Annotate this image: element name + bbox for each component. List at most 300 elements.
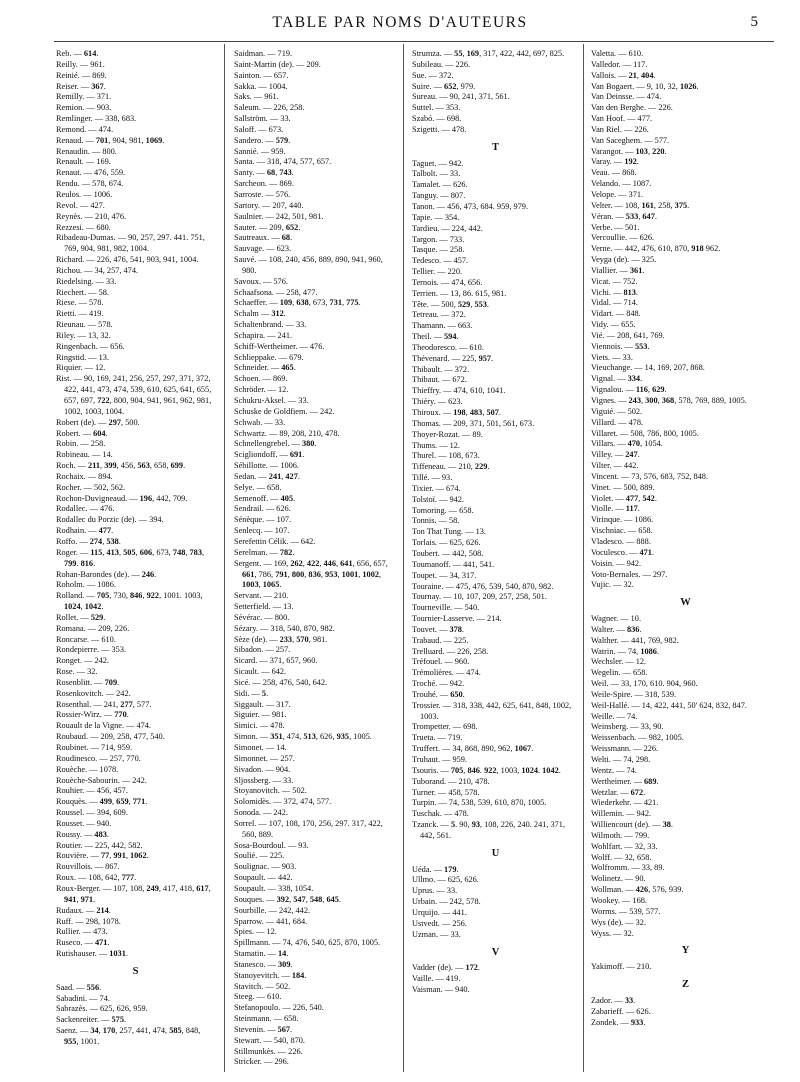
index-entry: Rosenkovitch. — 242. (56, 688, 131, 698)
index-entry: Saad. — 556. (56, 982, 102, 992)
index-entry: Wyss. — 32. (591, 928, 634, 938)
index-entry: Sézary. — 318, 540, 870, 982. (234, 623, 335, 633)
index-entry: Stanoyevitch. — 184. (234, 970, 307, 980)
index-entry: Roubinet. — 714, 959. (56, 743, 133, 752)
index-entry: Servant. — 210. (234, 591, 289, 601)
index-entry: Schröder. — 12. (234, 385, 289, 395)
index-entry: Savoux. — 576. (234, 276, 288, 286)
index-entry: Sedan. — 241, 427. (234, 471, 300, 481)
index-entry: Schwab. — 33. (234, 417, 286, 427)
page-title: TABLE PAR NOMS D'AUTEURS (272, 14, 528, 31)
index-entry: Szabó. — 698. (412, 114, 462, 124)
index-entry: Richard. — 226, 476, 541, 903, 941, 1004. (56, 255, 199, 265)
index-entry: Schalm — 312. (234, 309, 286, 319)
index-entry: Sabadini. — 74. (56, 993, 110, 1003)
index-entry: Suttel. — 353. (412, 103, 461, 113)
index-entry: Saks. — 961. (234, 92, 279, 102)
section-letter: Y (681, 945, 691, 957)
index-entry: Van Bogaert. — 9, 10, 32, 1026. (591, 81, 699, 91)
index-entry: Schaeffer. — 109, 638, 673, 731, 775. (234, 298, 361, 308)
index-entry: Soulié. — 225. (234, 851, 285, 861)
index-entry: Trémolières. — 474. (412, 668, 481, 678)
index-entry: Simonnet. — 257. (234, 753, 295, 763)
index-entry: Uprus. — 33. (412, 886, 458, 896)
index-entry: Robin. — 258. (56, 439, 106, 449)
index-entry: Tolstoï. — 942. (412, 494, 464, 504)
index-entry: Virinque. — 1086. (591, 515, 654, 525)
index-entry: Roudinesco. — 257, 770. (56, 753, 141, 763)
index-entry: Vichi. — 813. (591, 287, 638, 297)
index-entry: Ringstid. — 13. (56, 352, 110, 362)
index-entry: Velope. — 371. (591, 189, 644, 199)
index-entry: Thévenard. — 225, 957. (412, 353, 494, 363)
index-entry: Revol. — 427. (56, 200, 105, 210)
column-divider (403, 44, 404, 1072)
index-entry: Ronget. — 242. (56, 656, 110, 666)
index-entry: Tetreau. — 372. (412, 310, 466, 320)
index-entry: Toumanoff. — 441, 541. (412, 559, 495, 569)
index-entry: Vignalou. — 116, 629. (591, 385, 667, 395)
index-entry: Veau. — 868. (591, 168, 637, 178)
header-rule (54, 41, 774, 42)
index-entry: Vischniac. — 658. (591, 526, 653, 536)
index-entry: Tillé. — 93. (412, 473, 453, 483)
index-entry: Rutishauser. — 1031. (56, 949, 128, 959)
index-entry: Tiffeneau. — 210, 229. (412, 462, 490, 472)
index-entry: Stillmunkès. — 226. (234, 1046, 303, 1056)
index-entry: Tuborand. — 210, 478. (412, 776, 490, 786)
index-entry: Wiederkehr. — 421. (591, 798, 659, 808)
index-entry: Tamalet. — 626. (412, 180, 468, 190)
index-entry: Roussy. — 483. (56, 829, 109, 839)
index-entry: Rousset. — 940. (56, 818, 112, 828)
index-entry: Remilly. — 371. (56, 92, 112, 102)
index-entry: Roussel. — 394, 609. (56, 808, 128, 818)
index-entry: Rochaix. — 894. (56, 471, 113, 481)
index-entry: Wertheimer. — 689. (591, 776, 659, 786)
section-letter: V (491, 946, 501, 958)
index-entry: Varay. — 192. (591, 157, 639, 167)
index-entry: Sicard. — 371, 657, 960. (234, 656, 318, 666)
index-entry: Sorrel. — 107, 108, 170, 256, 297. 317, 422, 560, 889. (234, 818, 383, 839)
index-entry: Remlinger. — 338, 683. (56, 114, 137, 124)
index-entry: Touraine. — 475, 476, 539, 540, 870, 982. (412, 581, 554, 591)
index-entry: Turpin. — 74, 538, 539, 610, 870, 1005. (412, 798, 547, 808)
index-entry: Theodoresco. — 610. (412, 342, 484, 352)
index-entry: Schapira. — 241. (234, 330, 293, 340)
index-entry: Rouhier. — 456, 457. (56, 786, 128, 796)
index-entry: Soupault. — 338, 1054. (234, 883, 314, 893)
index-entry: Renaudin. — 800. (56, 146, 117, 156)
index-entry: Vercoullie. — 626. (591, 233, 655, 243)
index-entry: Thieffry. — 474, 610, 1041. (412, 386, 506, 396)
index-entry: Thoyer-Rozat. — 89. (412, 429, 483, 439)
index-entry: Tomoring. — 658. (412, 505, 474, 515)
index-entry: Thamann. — 663. (412, 321, 473, 331)
index-entry: Vié. — 208, 641, 769. (591, 330, 665, 340)
index-entry: Targon. — 733. (412, 234, 465, 244)
index-entry: Tanguy. — 807. (412, 191, 466, 201)
index-entry: Wagner. — 10. (591, 614, 642, 624)
index-entry: Walter. — 836. (591, 624, 642, 634)
index-entry: Santa. — 318, 474, 577, 657. (234, 157, 332, 167)
index-entry: Theil. — 594. (412, 332, 459, 342)
index-entry: Sannié. — 959. (234, 146, 286, 156)
index-entry: Truhaut. — 959. (412, 755, 468, 764)
index-entry: Rolland. — 705, 730, 846, 922, 1001. 1003, 1024, 1042. (56, 591, 203, 612)
index-entry: Sourbille. — 242, 442. (234, 905, 311, 915)
index-entry: Reilly. — 961. (56, 59, 105, 69)
index-column-4 (591, 49, 781, 1028)
index-entry: Roncarse. — 610. (56, 634, 116, 644)
index-entry: Rieunau. — 578. (56, 320, 113, 330)
index-entry: Vallois. — 21, 404. (591, 70, 656, 80)
index-entry: Reb. — 614. (56, 49, 99, 58)
index-entry: Senlecq. — 107. (234, 526, 290, 536)
index-entry: Rose. — 32. (56, 667, 98, 677)
index-entry: Reynès. — 210, 476. (56, 211, 127, 221)
index-entry: Sallström. — 33. (234, 114, 291, 124)
index-entry: Toubert. — 442, 508. (412, 548, 484, 558)
index-entry: Van Deinsse. — 474. (591, 92, 662, 102)
index-entry: Williencourt (de). — 38. (591, 820, 673, 830)
index-entry: Welti. — 74, 298. (591, 755, 651, 764)
index-entry: Schoen. — 869. (234, 374, 288, 384)
index-entry: Trueta. — 719. (412, 733, 463, 743)
index-entry: Sljossberg. — 33. (234, 775, 294, 785)
index-entry: Vaisman. — 940. (412, 985, 470, 995)
index-entry: Schaltenbrand. — 33. (234, 320, 307, 330)
index-entry: Walther. — 441, 769, 982. (591, 635, 679, 645)
index-entry: Szigetti. — 478. (412, 124, 467, 134)
index-entry: Tasque. — 258. (412, 245, 465, 255)
index-entry: Weissenbach. — 982, 1005. (591, 733, 684, 743)
index-entry: Schuske de Goldfiem. — 242. (234, 406, 335, 416)
index-entry: Rudaux. — 214. (56, 905, 111, 915)
index-entry: Spies. — 12. (234, 927, 277, 937)
index-entry: Subileau. — 226. (412, 59, 471, 69)
index-entry: Zador. — 33. (591, 995, 636, 1005)
section-letter: U (491, 847, 501, 859)
index-entry: Renaud. — 701, 904, 981, 1069. (56, 135, 165, 145)
index-entry: Rohan-Barondes (de). — 246. (56, 569, 157, 579)
index-entry: Steeg. — 610. (234, 992, 282, 1002)
index-entry: Vinet. — 500, 889. (591, 482, 655, 492)
index-entry: Reiser. — 367. (56, 81, 106, 91)
index-entry: Uéda. — 179. (412, 864, 459, 874)
index-entry: Stanesco. — 309. (234, 959, 293, 969)
index-entry: Taguet. — 942. (412, 158, 464, 168)
index-entry: Schaafsona. — 258, 477. (234, 287, 318, 297)
section-letter: Z (681, 979, 690, 991)
index-entry: Van Riel. — 226. (591, 124, 649, 134)
index-entry: Wechsler. — 12. (591, 657, 647, 667)
index-entry: Terrien. — 13, 86. 615, 981. (412, 288, 507, 298)
index-entry: Ustvedt. — 256. (412, 918, 467, 928)
index-entry: Verbe. — 501. (591, 222, 640, 232)
index-entry: Sarroste. — 576. (234, 189, 291, 199)
index-entry: Sainton. — 657. (234, 70, 289, 80)
index-entry: Wilmoth. — 799. (591, 830, 650, 840)
index-entry: Tournay. — 10, 107, 209, 257, 258, 501. (412, 592, 547, 602)
index-entry: Sautreaux. — 68. (234, 233, 293, 243)
index-entry: Touvet. — 378. (412, 624, 464, 634)
index-entry: Schnellengrebel. — 380. (234, 439, 317, 449)
index-entry: Tourneville. — 540. (412, 603, 480, 613)
index-entry: Saloff. — 673. (234, 124, 284, 134)
index-entry: Robineau. — 14. (56, 450, 113, 460)
index-entry: Scigliondoff. — 691. (234, 450, 305, 460)
index-entry: Truffert. — 34, 868, 890, 962, 1067. (412, 744, 534, 754)
index-entry: Villaret. — 508, 786, 800, 1005. (591, 428, 699, 438)
index-entry: Roch. — 211, 399, 456, 563, 658, 699. (56, 461, 186, 471)
index-entry: Ringenbach. — 656. (56, 341, 125, 351)
index-entry: Ullmo. — 625, 626. (412, 875, 479, 885)
index-entry: Sivadon. — 904. (234, 764, 291, 774)
index-entry: Wolinetz. — 90. (591, 874, 646, 884)
index-entry: Sureau. — 90, 241, 371, 561. (412, 92, 510, 102)
index-entry: Vadder (de). — 172. (412, 963, 480, 973)
index-entry: Simonet. — 14. (234, 743, 287, 752)
index-entry: Sartory. — 207, 440. (234, 200, 304, 210)
index-entry: Tonnis. — 58. (412, 516, 460, 526)
index-entry: Ton That Tung. — 13. (412, 527, 486, 537)
index-entry: Roux-Berger. — 107, 108, 249, 417, 418, 617, 941, 971. (56, 883, 211, 904)
index-entry: Sonoda. — 242. (234, 808, 288, 818)
index-entry: Sabrazès. — 625, 626, 959. (56, 1004, 148, 1014)
index-entry: Vujic. — 32. (591, 580, 634, 590)
index-entry: Valledor. — 117. (591, 59, 648, 69)
index-entry: Voculesco. — 471. (591, 547, 654, 557)
index-entry: Steinmann. — 658. (234, 1014, 299, 1024)
index-entry: Thibaut. — 672. (412, 375, 467, 385)
index-column-1 (56, 49, 216, 1048)
index-entry: Velter. — 108, 161, 258, 375. (591, 200, 690, 210)
index-entry: Sébillotte. — 1006. (234, 461, 299, 471)
index-entry: Tardieu. — 224, 442. (412, 223, 483, 233)
index-entry: Saint-Martin (de). — 209. (234, 59, 321, 69)
index-entry: Siguier. — 981. (234, 710, 287, 720)
index-entry: Stewart. — 540, 870. (234, 1035, 305, 1045)
index-entry: Robert (de). — 297, 500. (56, 417, 140, 427)
index-entry: Sicault. — 642. (234, 667, 287, 677)
index-entry: Setterfield. — 13. (234, 602, 294, 612)
index-entry: Villard. — 478. (591, 417, 644, 427)
index-entry: Saleum. — 226, 258. (234, 103, 305, 113)
index-entry: Tête. — 500, 529, 553. (412, 299, 489, 309)
section-letter: S (132, 965, 140, 977)
index-entry: Rochon-Duvigneaud. — 196, 442, 709. (56, 493, 188, 503)
index-entry: Stamatin. — 14. (234, 949, 289, 959)
index-entry: Riley. — 13, 32. (56, 330, 111, 340)
index-entry: Saidman. — 719. (234, 49, 293, 58)
index-entry: Urbain. — 242, 578. (412, 897, 481, 907)
index-entry: Schneider. — 465. (234, 363, 296, 373)
index-entry: Tzanck. — 5. 90, 93, 108, 226, 240. 241, 371, 442, 561. (412, 820, 566, 840)
index-entry: Saulnier. — 242, 501, 981. (234, 211, 324, 221)
index-entry: Vieuchange. — 14, 169, 207, 868. (591, 363, 705, 373)
index-entry: Simici. — 478. (234, 721, 285, 731)
index-entry: Rendu. — 578, 674. (56, 179, 124, 189)
index-entry: Voisin. — 942. (591, 558, 642, 568)
index-entry: Rezzesi. — 680. (56, 222, 111, 232)
index-entry: Sauter. — 209, 652. (234, 222, 301, 232)
index-entry: Vicat. — 752. (591, 276, 638, 286)
index-entry: Riedelsing. — 33. (56, 276, 117, 286)
index-entry: Weille. — 74. (591, 711, 638, 721)
index-column-2 (234, 49, 396, 1068)
index-entry: Thums. — 12. (412, 440, 460, 450)
index-entry: Tournier-Lasserve. — 214. (412, 614, 502, 624)
index-entry: Spillmann. — 74, 476, 540, 625, 870, 1005. (234, 938, 381, 948)
index-entry: Riquier. — 12. (56, 363, 106, 373)
index-entry: Worms. — 539, 577. (591, 906, 661, 916)
index-entry: Stevenin. — 567. (234, 1024, 293, 1034)
index-entry: Tapie. — 354. (412, 212, 460, 222)
index-entry: Vaille. — 419. (412, 974, 461, 984)
index-entry: Souques. — 392, 547, 548, 645. (234, 894, 341, 904)
index-entry: Tixier. — 674. (412, 483, 461, 493)
index-entry: Viennois. — 553. (591, 341, 650, 351)
index-entry: Vidart. — 848. (591, 309, 641, 319)
index-entry: Richou. — 34, 257, 474. (56, 265, 139, 275)
index-entry: Rocher. — 502, 562. (56, 482, 126, 492)
index-entry: Stoyanovitch. — 502. (234, 786, 307, 796)
index-entry: Rouvière. — 77, 991, 1062. (56, 851, 149, 861)
index-entry: Serelman. — 782. (234, 547, 295, 557)
index-entry: Talbolt. — 33. (412, 169, 461, 179)
index-entry: Schlieppake. — 679. (234, 352, 304, 362)
index-entry: Sue. — 372. (412, 70, 454, 80)
index-entry: Suire. — 652, 979. (412, 81, 476, 91)
index-entry: Soulignac. — 903. (234, 862, 297, 872)
index-entry: Trouhé. — 650. (412, 689, 465, 699)
index-entry: Thibault. — 372. (412, 364, 470, 374)
index-entry: Yakimoff. — 210. (591, 962, 652, 972)
index-entry: Tuschak. — 478. (412, 809, 469, 819)
index-entry: Ternois. — 474, 656. (412, 277, 483, 287)
index-entry: Serefettin Célik. — 642. (234, 536, 316, 546)
index-entry: Stefanopoulo. — 226, 540. (234, 1003, 324, 1013)
index-entry: Sackenreiter. — 575. (56, 1015, 127, 1025)
index-entry: Weinsberg. — 33, 90. (591, 722, 664, 732)
index-entry: Selye. — 658. (234, 482, 282, 492)
page-header (0, 6, 800, 32)
index-entry: Rouèche. — 1078. (56, 764, 119, 774)
index-entry: Rouèche-Sabourin. — 242. (56, 775, 147, 785)
index-entry: Trelluard. — 226, 258. (412, 646, 489, 656)
index-entry: Rosenthal. — 241, 277, 577. (56, 699, 152, 709)
index-entry: Tanon. — 456, 473, 684. 959, 979. (412, 201, 529, 211)
index-column-3 (412, 49, 580, 996)
index-entry: Sandero. — 579. (234, 135, 291, 145)
index-entry: Wetzlar. — 672. (591, 787, 646, 797)
index-entry: Santy. — 68, 743. (234, 168, 294, 178)
index-entry: Roux. — 108, 642, 777. (56, 873, 137, 883)
section-letter: T (491, 141, 500, 153)
index-entry: Thomas. — 209, 371, 501, 561, 673. (412, 418, 535, 428)
index-entry: Rouvillois. — 867. (56, 862, 120, 872)
index-entry: Valetta. — 610. (591, 49, 644, 58)
index-entry: Roubaud. — 209, 258, 477, 540. (56, 732, 165, 742)
index-entry: Weissmann. — 226. (591, 744, 659, 754)
index-entry: Veyga (de). — 325. (591, 255, 657, 265)
index-entry: Vilter. — 442. (591, 461, 639, 471)
index-entry: Uzman. — 33. (412, 929, 461, 939)
index-entry: Zondek. — 933. (591, 1017, 646, 1027)
index-entry: Riechert. — 58. (56, 287, 109, 297)
index-entry: Wolfromm. — 33, 89. (591, 863, 665, 873)
index-entry: Renault. — 169. (56, 157, 111, 167)
index-entry: Vidal. — 714. (591, 298, 638, 308)
page-number: 5 (750, 14, 758, 30)
index-entry: Rossier-Wirz. — 770. (56, 710, 129, 720)
index-entry: Wollman. — 426, 576, 939. (591, 885, 684, 895)
index-entry: Sévérac. — 800. (234, 612, 290, 622)
index-entry: Saenz. — 34, 170, 257, 441, 474, 585, 848, 955, 1001. (56, 1026, 201, 1046)
index-entry: Sakka. — 1004. (234, 81, 288, 91)
index-entry: Vladesco. — 888. (591, 536, 651, 546)
index-entry: Siggault. — 317. (234, 699, 291, 709)
index-entry: Vignal. — 334. (591, 374, 643, 384)
index-entry: Schukru-Aksel. — 33. (234, 396, 309, 405)
index-entry: Sparrow. — 441, 684. (234, 916, 308, 926)
index-entry: Wookey. — 168. (591, 895, 647, 905)
index-entry: Schiff-Wertheimer. — 476. (234, 341, 325, 351)
index-entry: Tedesco. — 457. (412, 256, 469, 266)
index-entry: Rist. — 90, 169, 241, 256, 257, 297, 371, 372, 422, 441, 473, 474, 539, 610, 625, 641, 655, 657, 697, 722, 800, 904, 941, 961, 962, 981, 1002, 1003, 1004. (56, 374, 212, 416)
index-entry: Rodhain. — 477. (56, 526, 114, 536)
index-entry: Van Hoof. — 477. (591, 114, 653, 124)
index-entry: Sénèque. — 107. (234, 515, 292, 525)
index-entry: Wohlfart. — 32, 33. (591, 841, 658, 851)
index-entry: Viallier. — 361. (591, 265, 645, 275)
index-entry: Wentz. — 74. (591, 765, 637, 775)
index-entry: Solomidès. — 372, 474, 577. (234, 797, 332, 807)
index-entry: Sauvage. — 623. (234, 244, 292, 254)
index-entry: Riese. — 578. (56, 298, 104, 308)
index-entry: Wegelin. — 658. (591, 668, 648, 678)
index-entry: Verne. — 442, 476, 610, 870, 918 962. (591, 244, 721, 254)
index-entry: Trompetter. — 698. (412, 722, 478, 732)
index-entry: Routier. — 225, 442, 582. (56, 840, 143, 850)
index-entry: Ruseco. — 471. (56, 938, 110, 948)
index-entry: Rouquès. — 499, 659, 771. (56, 797, 148, 807)
index-entry: Robert. — 604. (56, 428, 108, 438)
index-entry: Zabarieff. — 626. (591, 1006, 651, 1016)
index-entry: Rodallec du Porzic (de). — 394. (56, 515, 164, 525)
index-entry: Reulos. — 1006. (56, 189, 113, 199)
index-entry: Sicé. — 258, 476, 540, 642. (234, 677, 328, 687)
index-entry: Sidi. — 5. (234, 688, 269, 698)
index-entry: Schwartz. — 89, 208, 210, 478. (234, 428, 340, 438)
index-entry: Sergent. — 169, 262, 422, 446, 641, 656, 657, 661, 786, 791, 800, 836, 953, 1001, 1002, 1003, 1065. (234, 558, 388, 590)
index-entry: Ribadeau-Dumas. — 90, 257, 297. 441. 751, 769, 904, 981, 982, 1004. (56, 233, 205, 254)
index-entry: Romana. — 209, 226. (56, 623, 130, 633)
index-entry: Rondepierre. — 353. (56, 645, 127, 655)
index-entry: Stavitch. — 502. (234, 981, 291, 991)
index-entry: Rosenblitt. — 709. (56, 677, 120, 687)
index-entry: Rollet. — 529. (56, 612, 106, 622)
index-entry: Torlais. — 625, 626. (412, 538, 481, 548)
index-entry: Remion. — 903. (56, 103, 112, 113)
index-entry: Rouault de la Vigne. — 474. (56, 721, 151, 731)
section-letter: W (680, 597, 692, 609)
index-entry: Soupault. — 442. (234, 873, 293, 883)
index-entry: Villey. — 247. (591, 450, 640, 460)
index-entry: Trossier. — 318, 338, 442, 625, 641, 848, 1002, 1003. (412, 700, 572, 721)
index-entry: Velando. — 1087. (591, 179, 652, 189)
